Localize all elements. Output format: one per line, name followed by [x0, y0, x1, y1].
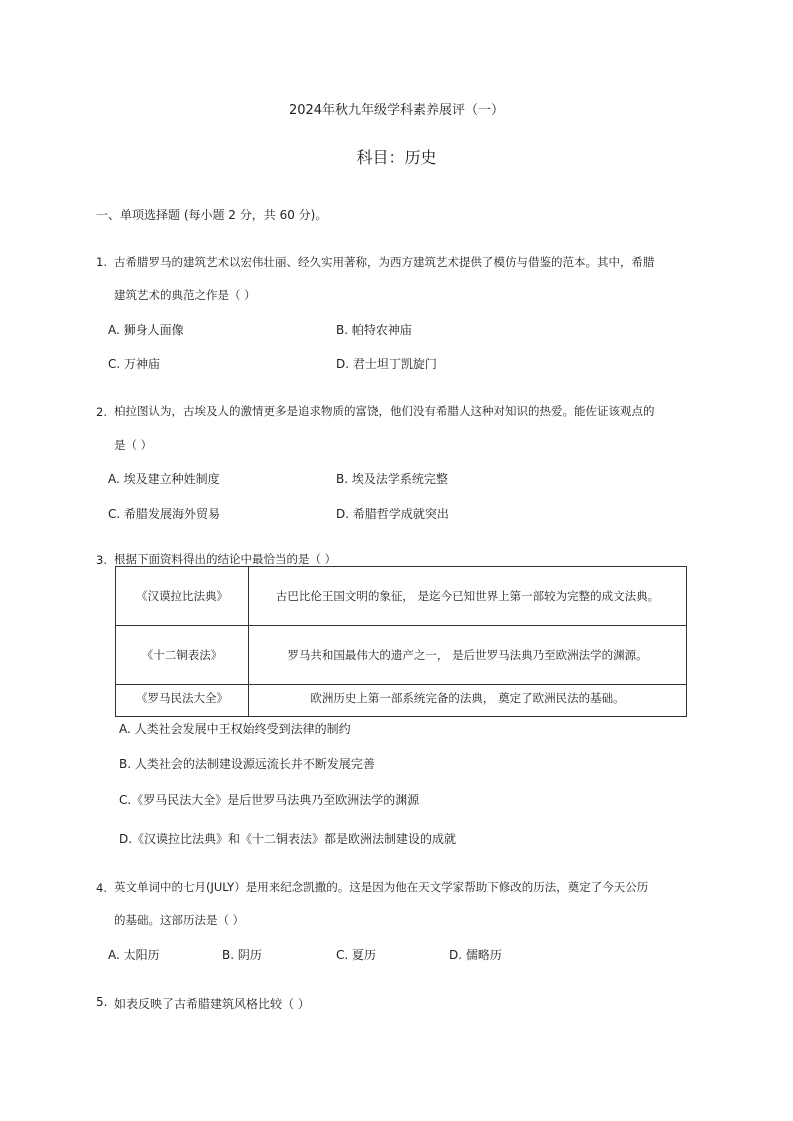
question-stem-cont: 是（ ）	[114, 438, 153, 452]
table-row	[116, 685, 687, 717]
table-row	[116, 626, 687, 685]
question-stem: 柏拉图认为，古埃及人的激情更多是追求物质的富饶，他们没有希腊人这种对知识的热爱。能佐证该观点的	[114, 404, 655, 418]
question-number: 2.	[96, 405, 107, 419]
question-stem-cont: 建筑艺术的典范之作是（ ）	[114, 288, 256, 302]
question-number: 1.	[96, 255, 107, 269]
option-a[interactable]: A. 人类社会发展中王权始终受到法律的制约	[119, 722, 351, 736]
question-stem: 根据下面资料得出的结论中最恰当的是（ ）	[114, 552, 337, 566]
question-stem: 古希腊罗马的建筑艺术以宏伟壮丽、经久实用著称，为西方建筑艺术提供了模仿与借鉴的范本。其中，希腊	[114, 255, 655, 269]
option-a[interactable]: A. 太阳历	[108, 948, 160, 962]
option-d[interactable]: D. 君士坦丁凯旋门	[336, 357, 437, 371]
option-d[interactable]: D.《汉谟拉比法典》和《十二铜表法》都是欧洲法制建设的成就	[119, 832, 457, 846]
question-stem: 英文单词中的七月(JULY）是用来纪念凯撒的。这是因为他在天文学家帮助下修改的历法，奠定了今天公历	[114, 880, 649, 894]
law-name-cell: 《十二铜表法》	[116, 626, 249, 685]
question-number: 4.	[96, 881, 107, 895]
option-c[interactable]: C. 夏历	[336, 948, 377, 962]
section-heading: 一、单项选择题 (每小题 2 分，共 60 分)。	[96, 208, 328, 222]
option-c[interactable]: C. 希腊发展海外贸易	[108, 507, 221, 521]
table-row	[116, 567, 687, 626]
option-b[interactable]: B. 帕特农神庙	[336, 323, 412, 337]
question-stem-cont: 的基础。这部历法是（ ）	[114, 913, 245, 927]
option-a[interactable]: A. 埃及建立种姓制度	[108, 472, 220, 486]
exam-title: 2024年秋九年级学科素养展评（一）	[288, 103, 505, 118]
option-c[interactable]: C.《罗马民法大全》是后世罗马法典乃至欧洲法学的渊源	[119, 793, 420, 807]
option-c[interactable]: C. 万神庙	[108, 357, 161, 371]
law-desc-cell: 欧洲历史上第一部系统完备的法典， 奠定了欧洲民法的基础。	[249, 685, 687, 717]
option-d[interactable]: D. 儒略历	[449, 948, 502, 962]
option-d[interactable]: D. 希腊哲学成就突出	[336, 507, 449, 521]
option-b[interactable]: B. 埃及法学系统完整	[336, 472, 448, 486]
question-number: 3.	[96, 553, 107, 567]
question-number: 5.	[96, 995, 108, 1009]
law-desc-cell: 古巴比伦王国文明的象征， 是迄今已知世界上第一部较为完整的成文法典。	[249, 567, 687, 626]
option-b[interactable]: B. 阴历	[222, 948, 262, 962]
law-desc-cell: 罗马共和国最伟大的遗产之一， 是后世罗马法典乃至欧洲法学的渊源。	[249, 626, 687, 685]
option-b[interactable]: B. 人类社会的法制建设源远流长并不断发展完善	[119, 757, 375, 771]
option-a[interactable]: A. 狮身人面像	[108, 323, 184, 337]
law-name-cell: 《罗马民法大全》	[116, 685, 249, 717]
law-name-cell: 《汉谟拉比法典》	[116, 567, 249, 626]
exam-subject: 科目：历史	[356, 148, 437, 167]
source-material-table	[115, 566, 687, 717]
question-stem: 如表反映了古希腊建筑风格比较（ ）	[114, 997, 310, 1011]
